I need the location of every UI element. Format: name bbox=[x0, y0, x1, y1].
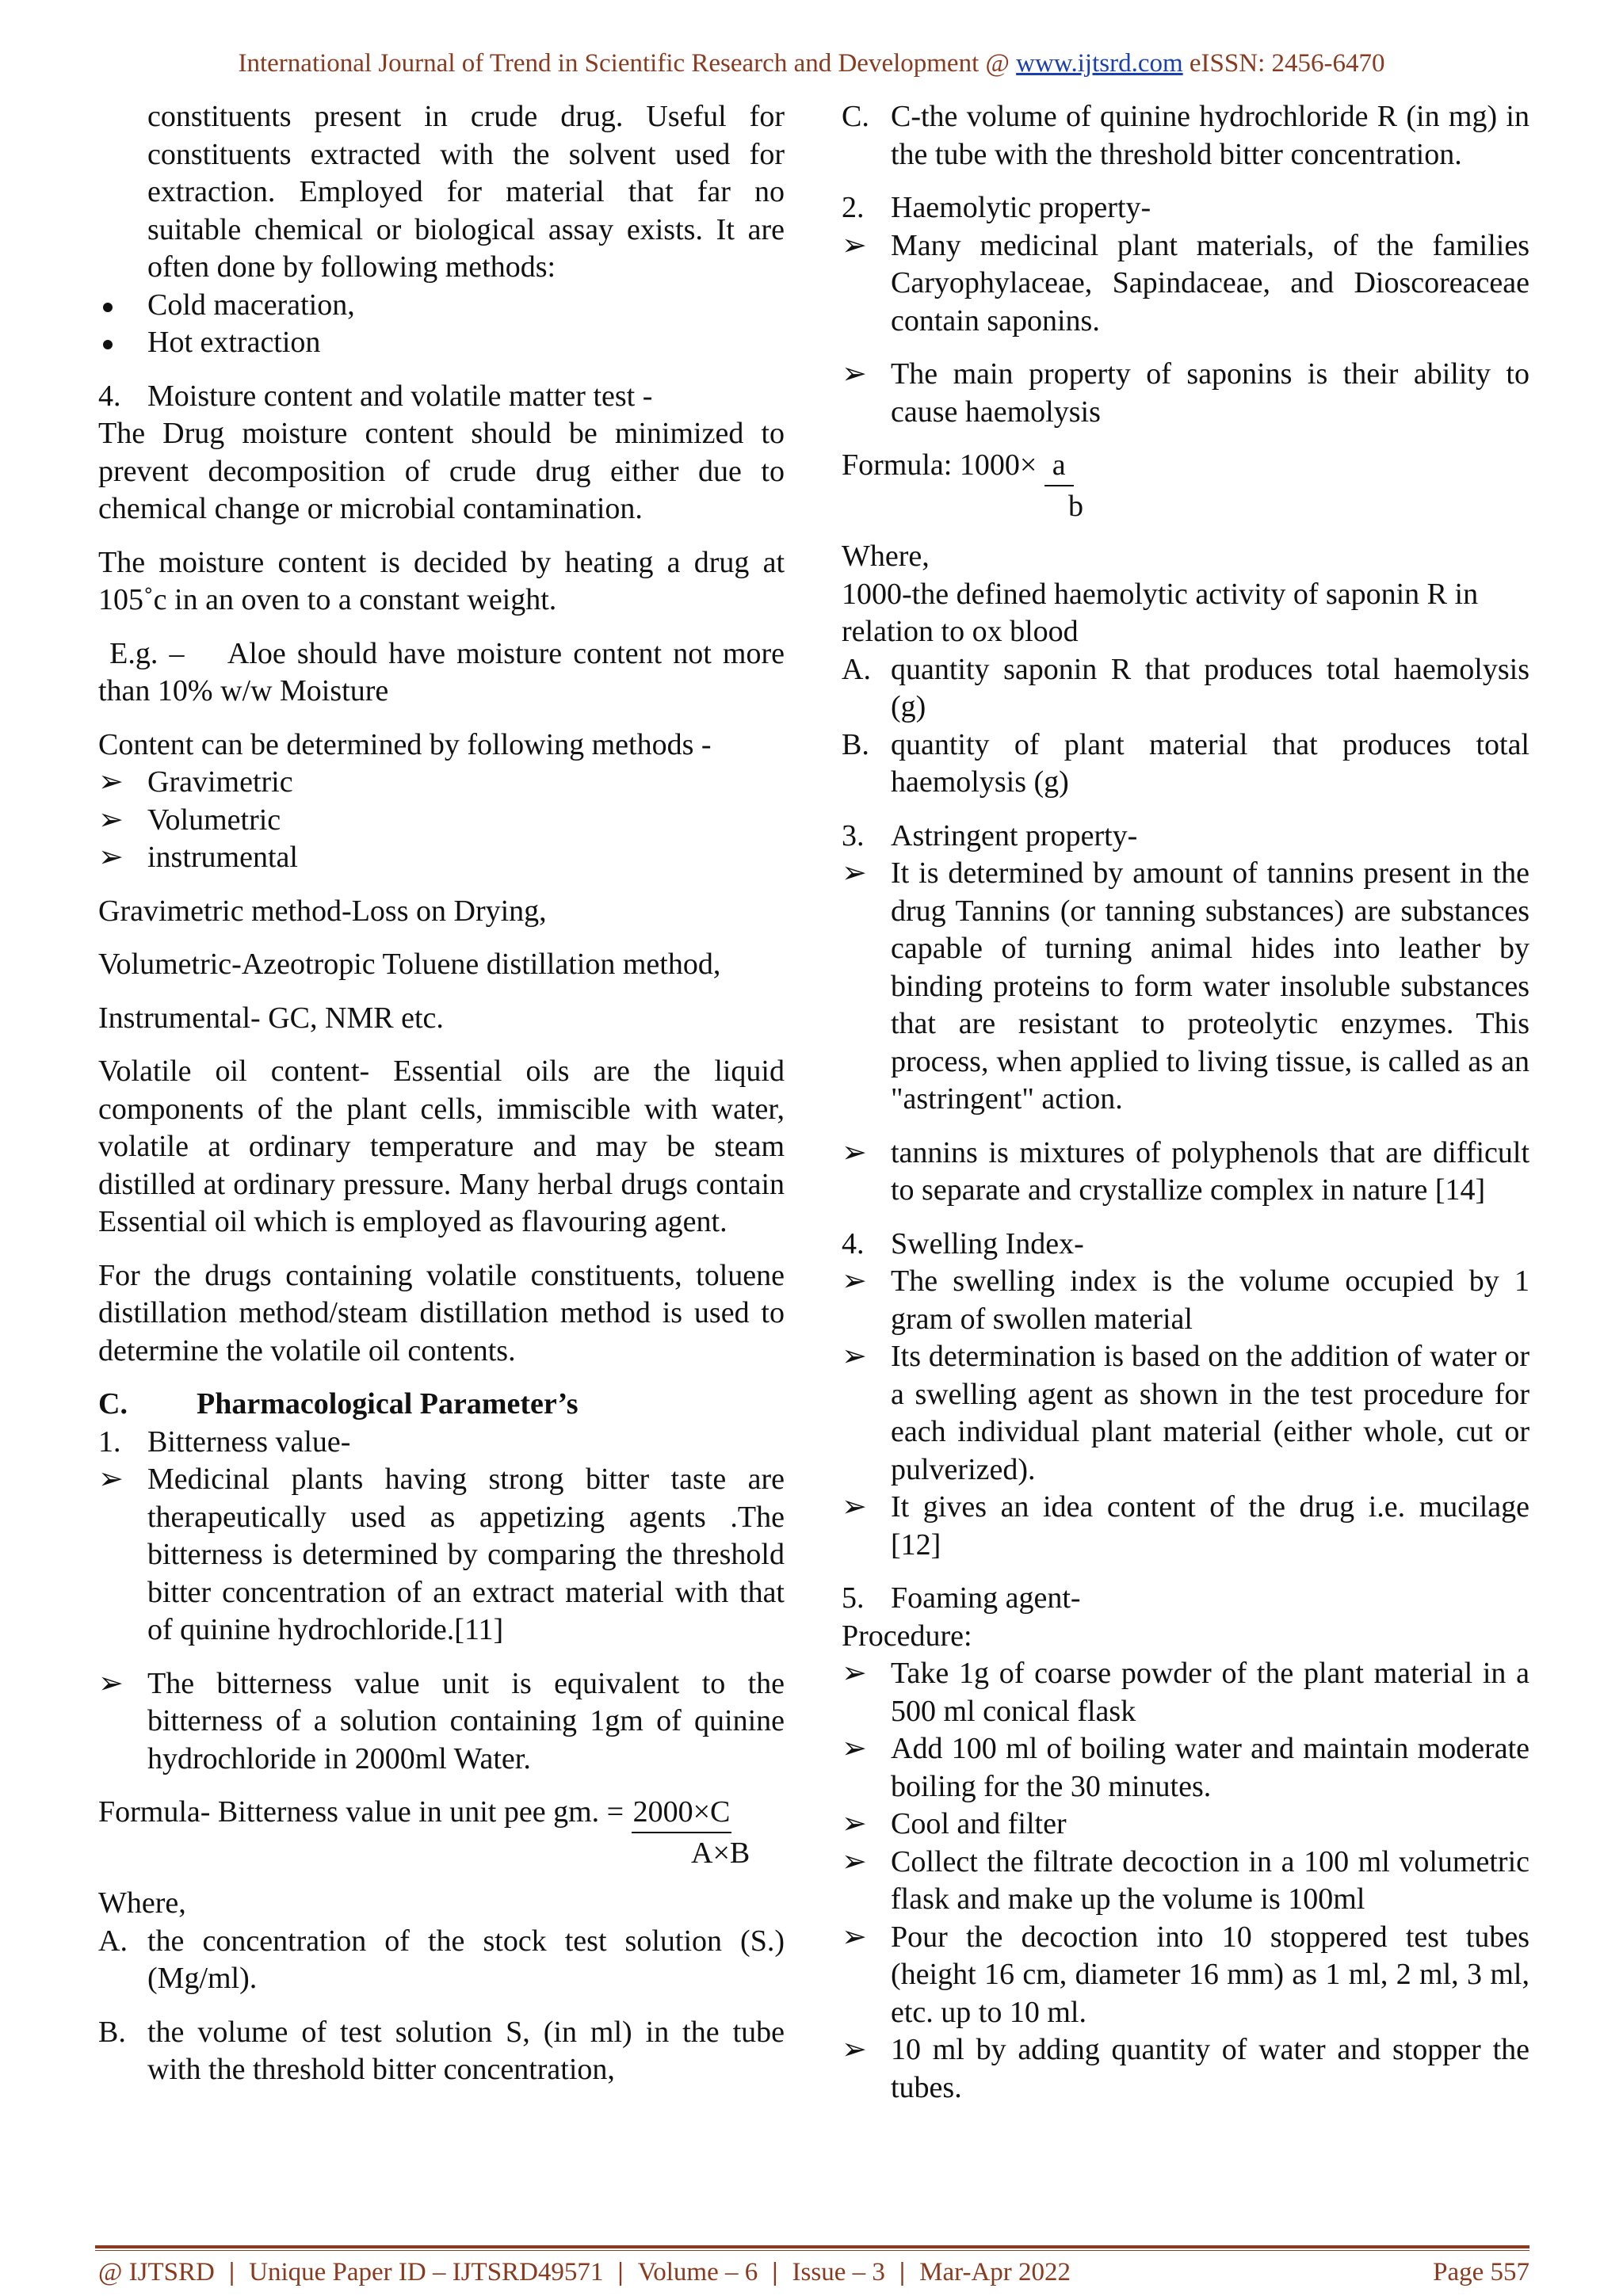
arrow-bullet-icon: ➢ bbox=[842, 1844, 867, 1878]
list-item: ➢ Collect the filtrate decoction in a 100 ml volumetric flask and make up the volume is 100ml bbox=[842, 1844, 1529, 1919]
intro-paragraph: constituents present in crude drug. Useful for constituents extracted with the solvent used for extraction. Employed for material that far no suitable chemical or biological assay exists. It are often done by following methods: bbox=[147, 100, 785, 284]
formula-numerator: 2000×C bbox=[632, 1794, 732, 1833]
moisture-example: E.g. – Aloe should have moisture content not more than 10% w/w Moisture bbox=[98, 636, 792, 707]
where-label: Where, bbox=[842, 540, 930, 573]
content-methods-intro: Content can be determined by following methods - bbox=[98, 727, 712, 761]
procedure-label: Procedure: bbox=[842, 1619, 972, 1653]
arrow-bullet-icon: ➢ bbox=[842, 1264, 867, 1298]
bullet-icon bbox=[98, 287, 147, 325]
page-number: Page 557 bbox=[1433, 2258, 1529, 2286]
journal-title: International Journal of Trend in Scientific Research and Development @ bbox=[238, 49, 1010, 78]
footer-separator: | bbox=[899, 2258, 906, 2286]
arrow-bullet-icon: ➢ bbox=[98, 841, 124, 874]
footer-divider-thin bbox=[95, 2250, 1529, 2251]
footer-paper-id: Unique Paper ID – IJTSRD49571 bbox=[249, 2258, 604, 2286]
footer-journal: @ IJTSRD bbox=[98, 2258, 215, 2286]
arrow-bullet-icon: ➢ bbox=[842, 228, 867, 262]
list-item: ➢ Its determination is based on the addition of water or a swelling agent as shown in the test procedure for each individual plant material (either whole, cut or pulverized). bbox=[842, 1338, 1529, 1489]
footer-separator: | bbox=[228, 2258, 235, 2286]
astringent-heading: 3. Astringent property- bbox=[842, 818, 1138, 852]
list-item: ➢ Take 1g of coarse powder of the plant material in a 500 ml conical flask bbox=[842, 1655, 1529, 1730]
list-item: ➢ The swelling index is the volume occupied by 1 gram of swollen material bbox=[842, 1263, 1529, 1338]
footer-divider bbox=[95, 2245, 1529, 2248]
arrow-bullet-icon: ➢ bbox=[98, 1463, 124, 1496]
bitterness-heading: 1. Bitterness value- bbox=[98, 1425, 351, 1459]
moisture-heading: 4. Moisture content and volatile matter test - bbox=[98, 379, 653, 413]
list-item: ➢ It gives an idea content of the drug i.e. mucilage [12] bbox=[842, 1489, 1529, 1564]
list-item: ➢ Cool and filter bbox=[842, 1806, 1529, 1844]
arrow-bullet-icon: ➢ bbox=[842, 1920, 867, 1954]
list-item: ➢ Pour the decoction into 10 stoppered test tubes (height 16 cm, diameter 16 mm) as 1 ml, 2 ml, 3 ml, etc. up to 10 ml. bbox=[842, 1919, 1529, 2032]
formula-denominator: A×B bbox=[691, 1836, 750, 1870]
list-item: ➢ Gravimetric bbox=[98, 764, 785, 802]
formula-numerator: a bbox=[1044, 447, 1074, 486]
list-item: Hot extraction bbox=[98, 324, 785, 362]
right-column bbox=[842, 98, 1529, 2107]
list-item: ➢ Many medicinal plant materials, of the families Caryophylaceae, Sapindaceae, and Dioscoreaceae contain saponins. bbox=[842, 227, 1529, 341]
footer-volume: Volume – 6 bbox=[637, 2258, 758, 2286]
arrow-bullet-icon: ➢ bbox=[842, 2033, 867, 2066]
swelling-heading: 4. Swelling Index- bbox=[842, 1226, 1084, 1261]
definition-item: B. the volume of test solution S, (in ml) in the tube with the threshold bitter concentration, bbox=[98, 2015, 785, 2086]
bullet-icon bbox=[98, 324, 147, 362]
arrow-bullet-icon: ➢ bbox=[842, 357, 867, 391]
arrow-bullet-icon: ➢ bbox=[842, 1340, 867, 1373]
list-item: ➢ It is determined by amount of tannins present in the drug Tannins (or tanning substances) are substances capable of turning animal hides into leather by binding proteins to form water insoluble substances that are resistant to proteolytic enzymes. This process, when applied to living tissue, is called as an "astringent" action. bbox=[842, 855, 1529, 1119]
bitterness-formula: Formula- Bitterness value in unit pee gm. = 2000×C bbox=[98, 1794, 785, 1832]
arrow-bullet-icon: ➢ bbox=[98, 803, 124, 837]
definition-item: A. quantity saponin R that produces total haemolysis (g) bbox=[842, 652, 1529, 723]
section-heading: C. Pharmacological Parameter’s bbox=[98, 1387, 579, 1421]
footer-issue: Issue – 3 bbox=[792, 2258, 885, 2286]
volatile-constituents-paragraph: For the drugs containing volatile constituents, toluene distillation method/steam distillation method is used to determine the volatile oil contents. bbox=[98, 1258, 785, 1367]
running-footer bbox=[98, 2258, 1529, 2287]
arrow-bullet-icon: ➢ bbox=[98, 1666, 124, 1700]
definition-item: C. C-the volume of quinine hydrochloride R (in mg) in the tube with the threshold bitter concentration. bbox=[842, 100, 1529, 171]
list-item: ➢ The bitterness value unit is equivalent to the bitterness of a solution containing 1gm of quinine hydrochloride in 2000ml Water. bbox=[98, 1665, 785, 1779]
journal-url-link[interactable]: www.ijtsrd.com bbox=[1016, 49, 1183, 78]
arrow-bullet-icon: ➢ bbox=[842, 856, 867, 890]
arrow-bullet-icon: ➢ bbox=[842, 1490, 867, 1524]
list-item: ➢ Medicinal plants having strong bitter taste are therapeutically used as appetizing agents .The bitterness is determined by comparing the threshold bitter concentration of an extract material with that of quinine hydrochloride.[11] bbox=[98, 1461, 785, 1650]
left-column bbox=[98, 98, 792, 2089]
arrow-bullet-icon: ➢ bbox=[842, 1657, 867, 1690]
list-item: ➢ The main property of saponins is their ability to cause haemolysis bbox=[842, 356, 1529, 431]
where-definition: 1000-the defined haemolytic activity of saponin R in relation to ox blood bbox=[842, 577, 1479, 648]
definition-item: B. quantity of plant material that produces total haemolysis (g) bbox=[842, 727, 1529, 799]
running-header bbox=[0, 49, 1623, 78]
arrow-bullet-icon: ➢ bbox=[842, 1732, 867, 1765]
footer-separator: | bbox=[772, 2258, 778, 2286]
list-item: ➢ 10 ml by adding quantity of water and stopper the tubes. bbox=[842, 2031, 1529, 2107]
where-label: Where, bbox=[98, 1886, 186, 1920]
issn: eISSN: 2456-6470 bbox=[1189, 49, 1385, 78]
volatile-oil-paragraph: Volatile oil content- Essential oils are the liquid components of the plant cells, immiscible with water, volatile at ordinary temperature and may be steam distilled at ordinary pressure. Many herbal drugs contain Essential oil which is employed as flavouring agent. bbox=[98, 1055, 785, 1238]
haemolytic-heading: 2. Haemolytic property- bbox=[842, 191, 1151, 224]
moisture-paragraph-2: The moisture content is decided by heating a drug at 105˚c in an oven to a constant weight. bbox=[98, 545, 785, 616]
definition-item: A. the concentration of the stock test solution (S.) (Mg/ml). bbox=[98, 1924, 785, 1995]
gravimetric-line: Gravimetric method-Loss on Drying, bbox=[98, 894, 547, 928]
list-item: ➢ instrumental bbox=[98, 839, 785, 877]
footer-date: Mar-Apr 2022 bbox=[919, 2258, 1071, 2286]
arrow-bullet-icon: ➢ bbox=[98, 765, 124, 799]
foaming-heading: 5. Foaming agent- bbox=[842, 1581, 1081, 1615]
list-item: ➢ tannins is mixtures of polyphenols that are difficult to separate and crystallize complex in nature [14] bbox=[842, 1135, 1529, 1210]
arrow-bullet-icon: ➢ bbox=[842, 1807, 867, 1840]
instrumental-line: Instrumental- GC, NMR etc. bbox=[98, 1001, 444, 1035]
list-item: ➢ Volumetric bbox=[98, 802, 785, 840]
footer-separator: | bbox=[617, 2258, 624, 2286]
formula-denominator: b bbox=[1068, 489, 1083, 523]
volumetric-line: Volumetric-Azeotropic Toluene distillation method, bbox=[98, 948, 721, 981]
arrow-bullet-icon: ➢ bbox=[842, 1135, 867, 1169]
list-item: ➢ Add 100 ml of boiling water and maintain moderate boiling for the 30 minutes. bbox=[842, 1730, 1529, 1806]
haemolytic-formula: Formula: 1000× a bbox=[842, 447, 1529, 485]
moisture-paragraph: The Drug moisture content should be minimized to prevent decomposition of crude drug either due to chemical change or microbial contamination. bbox=[98, 417, 785, 525]
list-item: Cold maceration, bbox=[98, 287, 785, 325]
